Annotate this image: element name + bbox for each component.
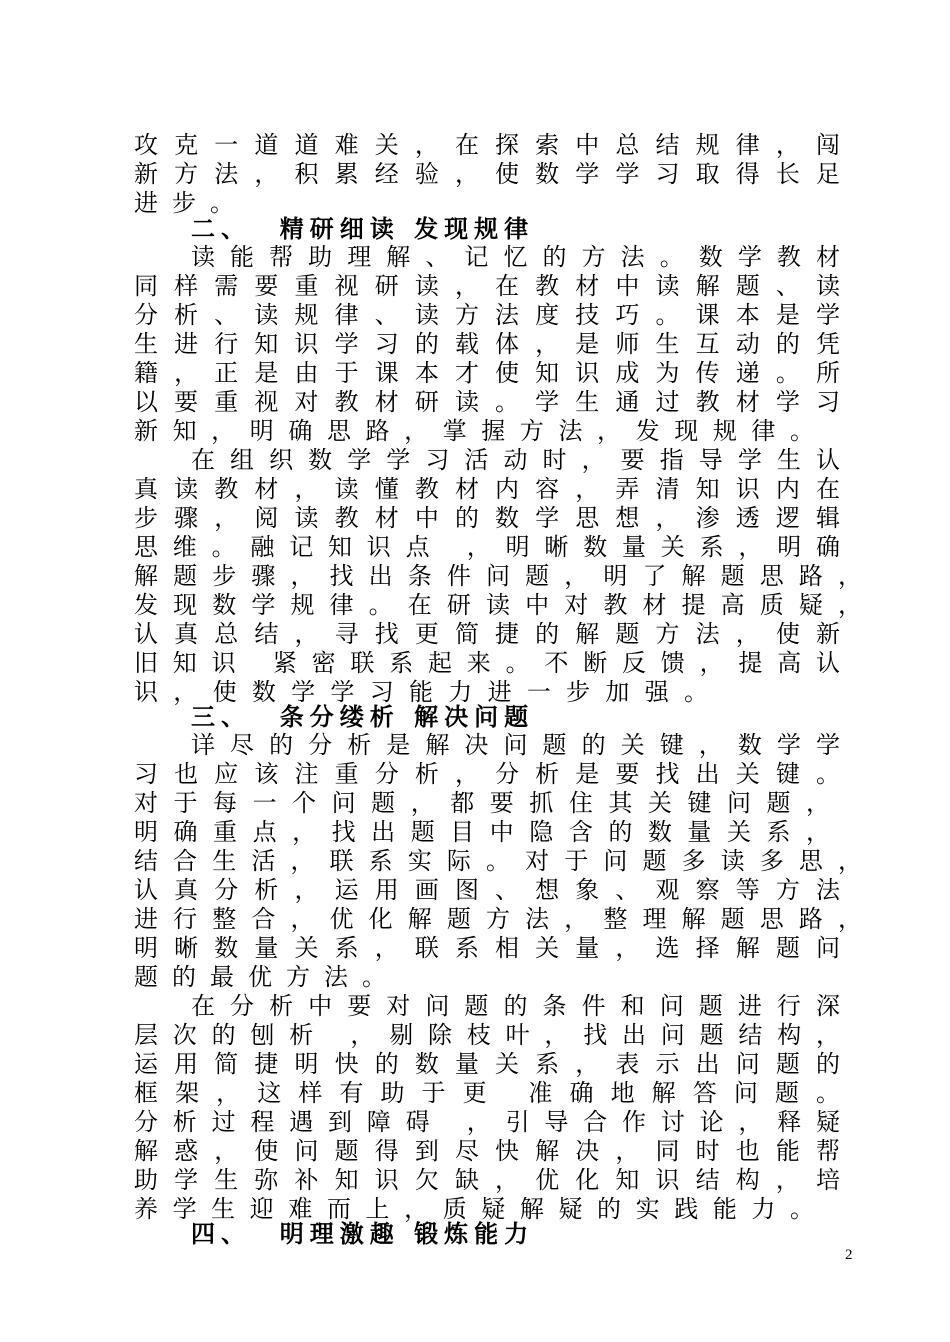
text-line: 解题步骤，找出条件问题，明了解题思路， (134, 562, 862, 590)
text-line: 助学生弥补知识欠缺，优化知识结构，培 (134, 1166, 840, 1194)
text-line: 详尽的分析是解决问题的关键，数学学 (191, 731, 840, 759)
text-line: 习也应该注重分析，分析是要找出关键。 (134, 760, 840, 788)
text-line: 框架，这样有助于更 准确地解答问题。 (134, 1079, 840, 1107)
text-line: 分析过程遇到障碍 ，引导合作讨论，释疑 (134, 1108, 840, 1136)
text-line: 层次的刨析 ，剔除枝叶，找出问题结构， (134, 1021, 840, 1049)
section-heading-3: 三、 条分缕析 解决问题 (191, 702, 535, 731)
text-line: 同样需要重视研读，在教材中读解题、读 (134, 272, 840, 300)
text-line: 新方法，积累经验，使数学学习取得长足 (134, 160, 840, 188)
text-line: 识，使数学学习能力进一步加强。 (134, 678, 708, 706)
text-line: 进步。 (134, 189, 248, 217)
page-number: 2 (845, 1247, 853, 1263)
text-line: 读能帮助理解、记忆的方法。数学教材 (191, 243, 840, 271)
text-line: 分析、读规律、读方法度技巧。课本是学 (134, 301, 840, 329)
text-line: 攻克一道道难关，在探索中总结规律，闯 (134, 131, 840, 159)
text-line: 解惑，使问题得到尽快解决，同时也能帮 (134, 1137, 840, 1165)
text-line: 籍，正是由于课本才使知识成为传递。所 (134, 359, 840, 387)
text-line: 明晰数量关系，联系相关量，选择解题问 (134, 934, 840, 962)
text-line: 以要重视对教材研读。学生通过教材学习 (134, 388, 840, 416)
text-line: 新知，明确思路，掌握方法，发现规律。 (134, 417, 814, 445)
text-line: 真读教材，读懂教材内容，弄清知识内在 (134, 475, 840, 503)
text-line: 养学生迎难而上，质疑解疑的实践能力。 (134, 1195, 814, 1223)
text-line: 思维。融记知识点 ，明晰数量关系，明确 (134, 533, 840, 561)
text-line: 运用简捷明快的数量关系，表示出问题的 (134, 1050, 840, 1078)
text-line: 认真分析，运用画图、想象、观察等方法 (134, 876, 840, 904)
text-line: 进行整合，优化解题方法，整理解题思路， (134, 905, 862, 933)
text-line: 认真总结，寻找更简捷的解题方法，使新 (134, 620, 840, 648)
text-line: 步骤，阅读教材中的数学思想，渗透逻辑 (134, 504, 840, 532)
text-line: 结合生活，联系实际。对于问题多读多思， (134, 847, 862, 875)
text-line: 在分析中要对问题的条件和问题进行深 (191, 992, 840, 1020)
section-heading-4: 四、 明理激趣 锻炼能力 (191, 1219, 535, 1248)
text-line: 在组织数学学习活动时，要指导学生认 (191, 446, 840, 474)
text-line: 生进行知识学习的载体，是师生互动的凭 (134, 330, 840, 358)
text-line: 发现数学规律。在研读中对教材提高质疑， (134, 591, 862, 619)
text-line: 对于每一个问题，都要抓住其关键问题， (134, 789, 830, 817)
text-line: 题的最优方法。 (134, 963, 400, 991)
section-heading-2: 二、 精研细读 发现规律 (191, 214, 535, 243)
text-line: 旧知识 紧密联系起来。不断反馈，提高认 (134, 649, 840, 677)
text-line: 明确重点，找出题目中隐含的数量关系， (134, 818, 830, 846)
